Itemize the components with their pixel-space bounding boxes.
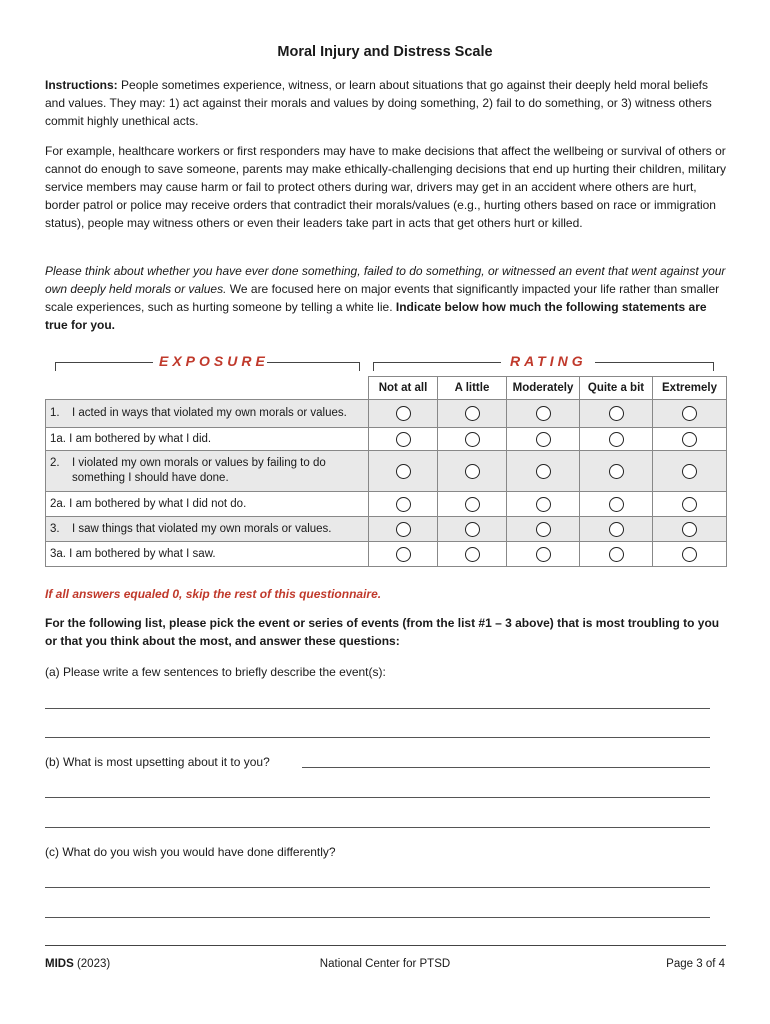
col-moderately: Moderately (507, 377, 580, 400)
radio-item2a-quite-a-bit[interactable] (609, 497, 624, 512)
radio-item2a-not-at-all[interactable] (396, 497, 411, 512)
radio-item2-not-at-all[interactable] (396, 464, 411, 479)
item-text: 1a. I am bothered by what I did. (46, 428, 369, 451)
radio-item2-extremely[interactable] (682, 464, 697, 479)
table-row (46, 428, 727, 451)
instructions-label: Instructions: (45, 78, 118, 92)
rating-column-headers (46, 377, 727, 400)
item-number: 3. (50, 522, 60, 535)
radio-item3a-moderately[interactable] (536, 547, 551, 562)
answer-c-line-1[interactable] (45, 887, 710, 888)
radio-item1-quite-a-bit[interactable] (609, 406, 624, 421)
radio-item3-extremely[interactable] (682, 522, 697, 537)
question-c: (c) What do you wish you would have done differently? (45, 845, 336, 859)
item-number: 2. (50, 457, 60, 469)
question-b: (b) What is most upsetting about it to you? (45, 755, 270, 769)
example-paragraph: For example, healthcare workers or first responders may have to make decisions that affect the wellbeing or survival of others or cannot do enough to save someone, parents may make ethically-challenging decisions that end up hurting their children, military service members may cause harm or fail to protect others during war, drivers may get in an accident where others are hurt, border patrol or police may receive orders that contradict their morals/values (e.g., hurting others based on race or immigration status), people may witness others or even their leaders take part in acts that get others hurt or killed. (45, 144, 727, 230)
item-text: I violated my own morals or values by failing to do something I should have done. (72, 457, 326, 484)
think-paragraph (45, 262, 730, 334)
table-row (46, 400, 727, 428)
table-row (46, 542, 727, 567)
radio-item3-not-at-all[interactable] (396, 522, 411, 537)
radio-item1a-a-little[interactable] (465, 432, 480, 447)
answer-a-line-1[interactable] (45, 708, 710, 709)
answer-c-line-2[interactable] (45, 917, 710, 918)
radio-item3a-quite-a-bit[interactable] (609, 547, 624, 562)
radio-item3a-extremely[interactable] (682, 547, 697, 562)
item-text: I acted in ways that violated my own morals or values. (72, 407, 347, 419)
footer-year: (2023) (73, 958, 111, 970)
radio-item1a-not-at-all[interactable] (396, 432, 411, 447)
radio-item2-quite-a-bit[interactable] (609, 464, 624, 479)
radio-item1a-moderately[interactable] (536, 432, 551, 447)
table-row (46, 517, 727, 542)
instructions-text: People sometimes experience, witness, or learn about situations that go against their deeply held moral beliefs and values. They may: 1) act against their morals and values by doing something, 2) fail to do something, or 3) witness others commit highly unethical acts. (45, 78, 712, 128)
radio-item2-a-little[interactable] (465, 464, 480, 479)
radio-item3-a-little[interactable] (465, 522, 480, 537)
page-title: Moral Injury and Distress Scale (277, 44, 493, 60)
question-a: (a) Please write a few sentences to briefly describe the event(s): (45, 665, 386, 679)
exposure-label: EXPOSURE (159, 353, 269, 369)
radio-item3-moderately[interactable] (536, 522, 551, 537)
col-quite-a-bit: Quite a bit (580, 377, 653, 400)
answer-a-line-2[interactable] (45, 737, 710, 738)
answer-b-line-2[interactable] (45, 827, 710, 828)
exposure-header (55, 352, 360, 372)
item-text: I saw things that violated my own morals or values. (72, 522, 332, 535)
rating-header (373, 352, 713, 372)
radio-item1-not-at-all[interactable] (396, 406, 411, 421)
radio-item3a-a-little[interactable] (465, 547, 480, 562)
think-normal: We are focused here on major events that significantly impacted your life rather than smaller scale experiences, such as hurting someone by telling a white lie. (45, 282, 720, 314)
radio-item3a-not-at-all[interactable] (396, 547, 411, 562)
answer-b-line-1[interactable] (45, 797, 710, 798)
footer-form-code: MIDS (45, 958, 74, 970)
radio-item1-moderately[interactable] (536, 406, 551, 421)
footer-page-number: Page 3 of 4 (666, 958, 725, 970)
radio-item2a-extremely[interactable] (682, 497, 697, 512)
radio-item1a-quite-a-bit[interactable] (609, 432, 624, 447)
radio-item1a-extremely[interactable] (682, 432, 697, 447)
rating-label: RATING (510, 353, 587, 369)
radio-item3-quite-a-bit[interactable] (609, 522, 624, 537)
radio-item1-extremely[interactable] (682, 406, 697, 421)
radio-item2-moderately[interactable] (536, 464, 551, 479)
footer-center: National Center for PTSD (319, 958, 451, 970)
think-italic: Please think about whether you have ever done something, failed to do something, or witnessed an event that went against your own deeply held morals or values. (45, 264, 726, 296)
item-text: 2a. I am bothered by what I did not do. (46, 492, 369, 517)
skip-note: If all answers equaled 0, skip the rest of this questionnaire. (45, 587, 382, 601)
col-a-little: A little (438, 377, 507, 400)
think-bold: Indicate below how much the following statements are true for you. (45, 300, 707, 332)
rating-table (45, 376, 727, 567)
pick-instruction: For the following list, please pick the event or series of events (from the list #1 – 3 above) that is most troubling to you or that you think about the most, and answer these questions: (45, 616, 720, 648)
item-text: 3a. I am bothered by what I saw. (46, 542, 369, 567)
item-number: 1. (50, 407, 60, 419)
table-row (46, 451, 727, 492)
answer-b-inline-line[interactable] (302, 767, 710, 768)
col-extremely: Extremely (653, 377, 727, 400)
table-row (46, 492, 727, 517)
col-not-at-all: Not at all (369, 377, 438, 400)
radio-item2a-a-little[interactable] (465, 497, 480, 512)
radio-item1-a-little[interactable] (465, 406, 480, 421)
footer-divider (45, 945, 726, 946)
instructions-paragraph (45, 76, 730, 130)
radio-item2a-moderately[interactable] (536, 497, 551, 512)
